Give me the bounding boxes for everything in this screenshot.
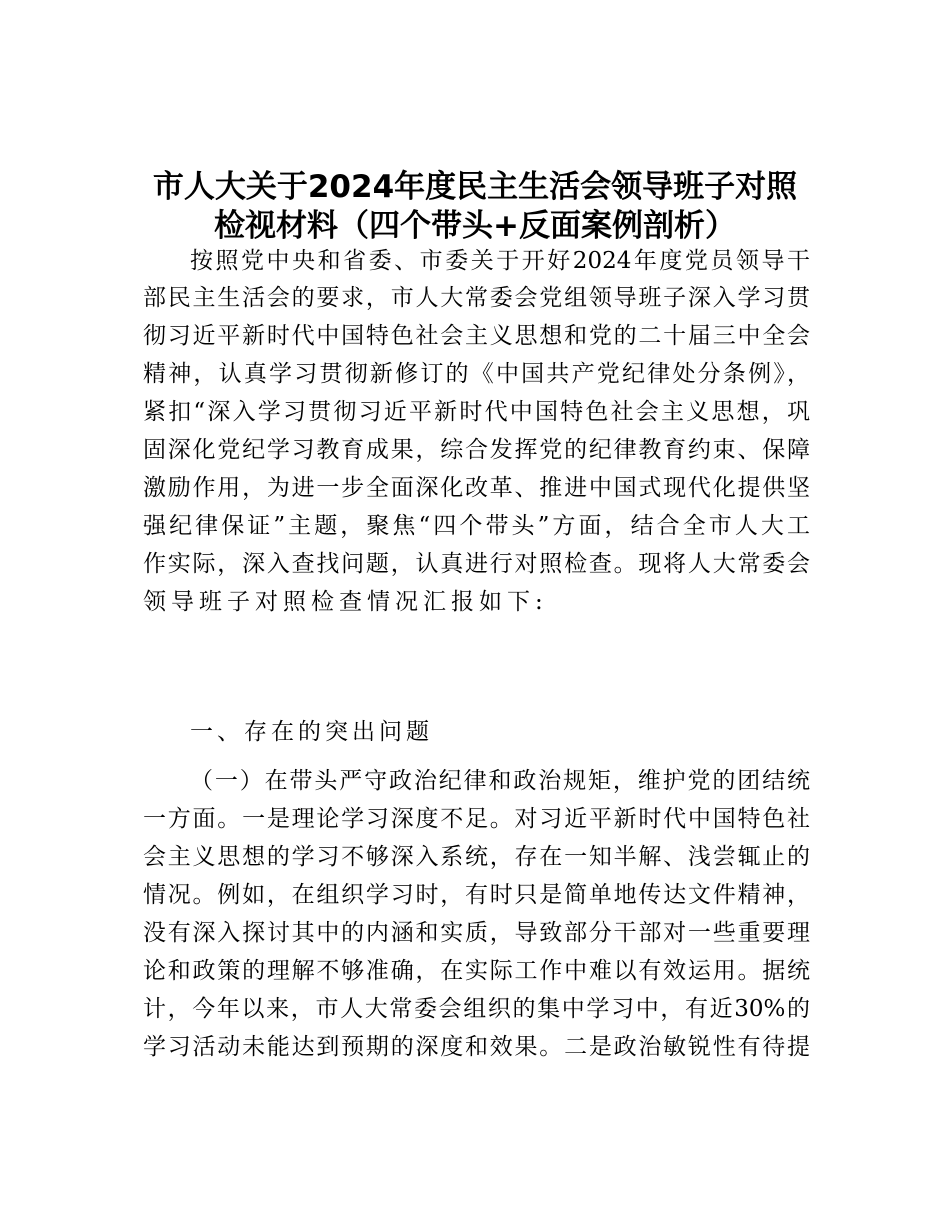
text-line: 精神，认真学习贯彻新修订的《中国共产党纪律处分条例》， [143,361,810,387]
text-line: 一方面。一是理论学习深度不足。对习近平新时代中国特色社 [143,806,810,832]
text-line: 论和政策的理解不够准确，在实际工作中难以有效运用。据统 [143,958,810,984]
text-line: 紧扣“深入学习贯彻习近平新时代中国特色社会主义思想，巩 [143,399,810,425]
text-line: 作实际，深入查找问题，认真进行对照检查。现将人大常委会 [143,551,810,577]
text-line: 彻习近平新时代中国特色社会主义思想和党的二十届三中全会 [143,323,810,349]
document-title-line-1: 市人大关于2024年度民主生活会领导班子对照 [152,169,798,205]
section-heading: 一、存在的突出问题 [190,719,433,745]
text-line: 强纪律保证”主题，聚焦“四个带头”方面，结合全市人大工 [143,513,810,539]
text-line: 激励作用，为进一步全面深化改革、推进中国式现代化提供坚 [143,475,810,501]
text-line: 学习活动未能达到预期的深度和效果。二是政治敏锐性有待提 [143,1034,810,1060]
text-line: 按照党中央和省委、市委关于开好2024年度党员领导干 [190,248,810,274]
text-line: 领导班子对照检查情况汇报如下: [143,589,548,615]
text-line: 会主义思想的学习不够深入系统，存在一知半解、浅尝辄止的 [143,844,810,870]
text-line: （一）在带头严守政治纪律和政治规矩，维护党的团结统 [190,768,810,794]
text-line: 没有深入探讨其中的内涵和实质，导致部分干部对一些重要理 [143,920,810,946]
text-line: 计，今年以来，市人大常委会组织的集中学习中，有近30%的 [143,996,810,1022]
text-line: 固深化党纪学习教育成果，综合发挥党的纪律教育约束、保障 [143,437,810,463]
text-line: 部民主生活会的要求，市人大常委会党组领导班子深入学习贯 [143,285,810,311]
text-line: 情况。例如，在组织学习时，有时只是简单地传达文件精神， [143,882,810,908]
document-title-line-2: 检视材料（四个带头+反面案例剖析） [214,208,736,244]
